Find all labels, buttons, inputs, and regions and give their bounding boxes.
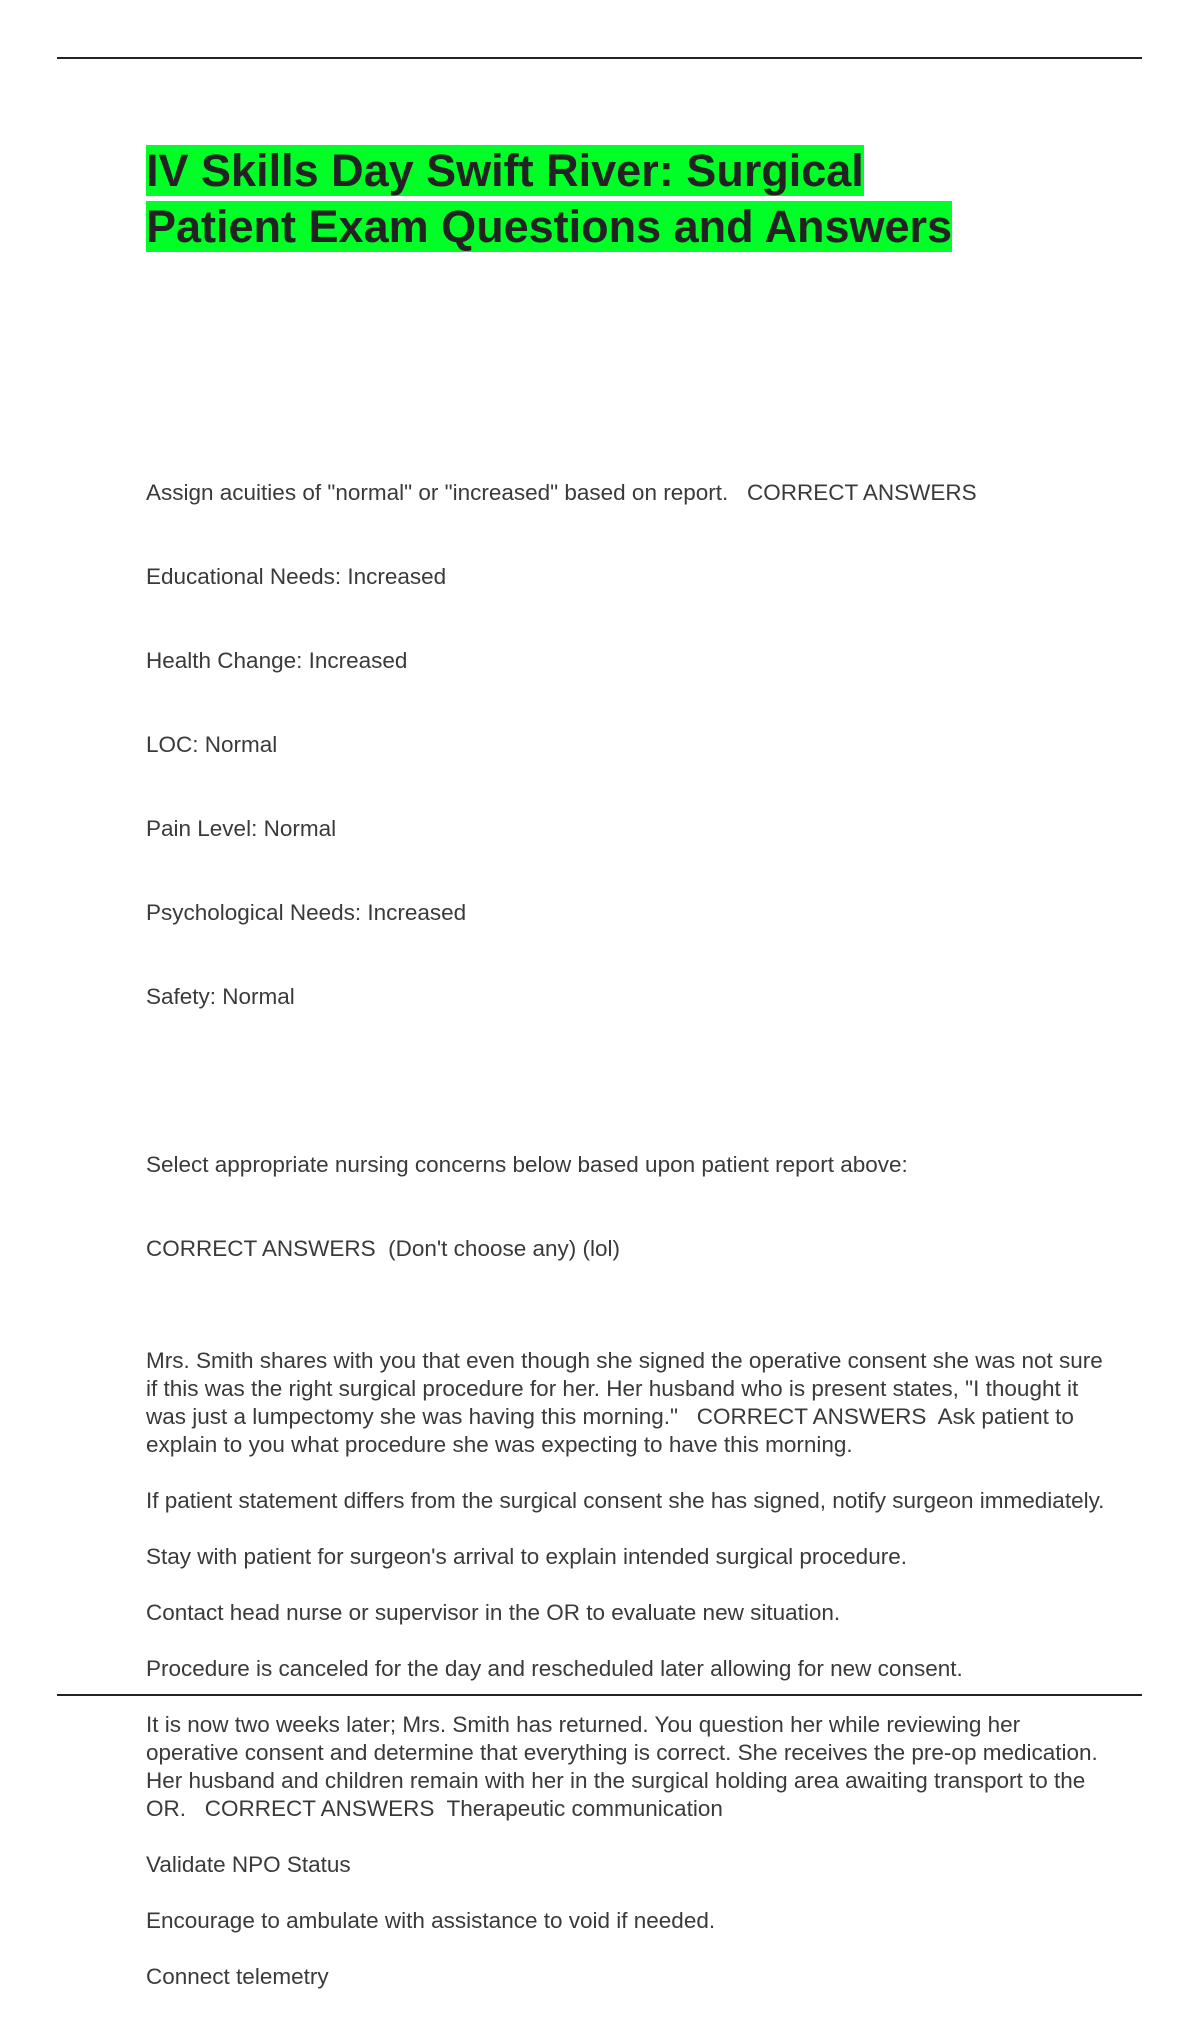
nursing-concerns-question: Select appropriate nursing concerns below based upon patient report above: xyxy=(146,1152,908,1177)
acuity-answer: Psychological Needs: Increased xyxy=(146,900,467,925)
paragraph: Encourage to ambulate with assistance to void if needed. xyxy=(146,1908,716,1933)
title-line-2: Patient Exam Questions and Answers xyxy=(146,201,953,252)
paragraph: If patient statement differs from the surgical consent she has signed, notify surgeon immediately. xyxy=(146,1488,1105,1513)
acuity-answer: Safety: Normal xyxy=(146,984,295,1009)
acuity-question-block xyxy=(146,423,1106,1067)
paragraph: Stay with patient for surgeon's arrival to explain intended surgical procedure. xyxy=(146,1544,907,1569)
paragraph: Connect telemetry xyxy=(146,1964,329,1989)
nursing-concerns-answer: CORRECT ANSWERS (Don't choose any) (lol) xyxy=(146,1236,621,1261)
acuity-question: Assign acuities of "normal" or "increased" based on report. CORRECT ANSWERS xyxy=(146,480,977,505)
nursing-concerns-block xyxy=(146,1095,1106,1319)
paragraph: Validate NPO Status xyxy=(146,1852,351,1877)
paragraph: Mrs. Smith shares with you that even though she signed the operative consent she was not sure if this was the right surgical procedure for her. Her husband who is present states, "I thought it was just a lumpectomy she was having this morning." CORRECT ANSWERS Ask patient to explain to you what procedure she was expecting to have this morning. xyxy=(146,1348,1110,1457)
acuity-answer: LOC: Normal xyxy=(146,732,278,757)
title-line-1: IV Skills Day Swift River: Surgical xyxy=(146,145,864,196)
paragraph: Contact head nurse or supervisor in the OR to evaluate new situation. xyxy=(146,1600,841,1625)
bottom-rule xyxy=(57,1694,1142,1696)
top-rule xyxy=(57,57,1142,59)
document-title xyxy=(146,143,1106,255)
paragraph: It is now two weeks later; Mrs. Smith has returned. You question her while reviewing her operative consent and determine that everything is correct. She receives the pre-op medication. Her husband and children remain with her in the surgical holding area awaiting transport to the OR. CORRECT ANSWERS Therapeutic communication xyxy=(146,1712,1105,1821)
acuity-answer: Health Change: Increased xyxy=(146,648,408,673)
document-body xyxy=(146,423,1110,2019)
acuity-answer: Educational Needs: Increased xyxy=(146,564,447,589)
paragraph: Procedure is canceled for the day and rescheduled later allowing for new consent. xyxy=(146,1656,963,1681)
acuity-answer: Pain Level: Normal xyxy=(146,816,337,841)
